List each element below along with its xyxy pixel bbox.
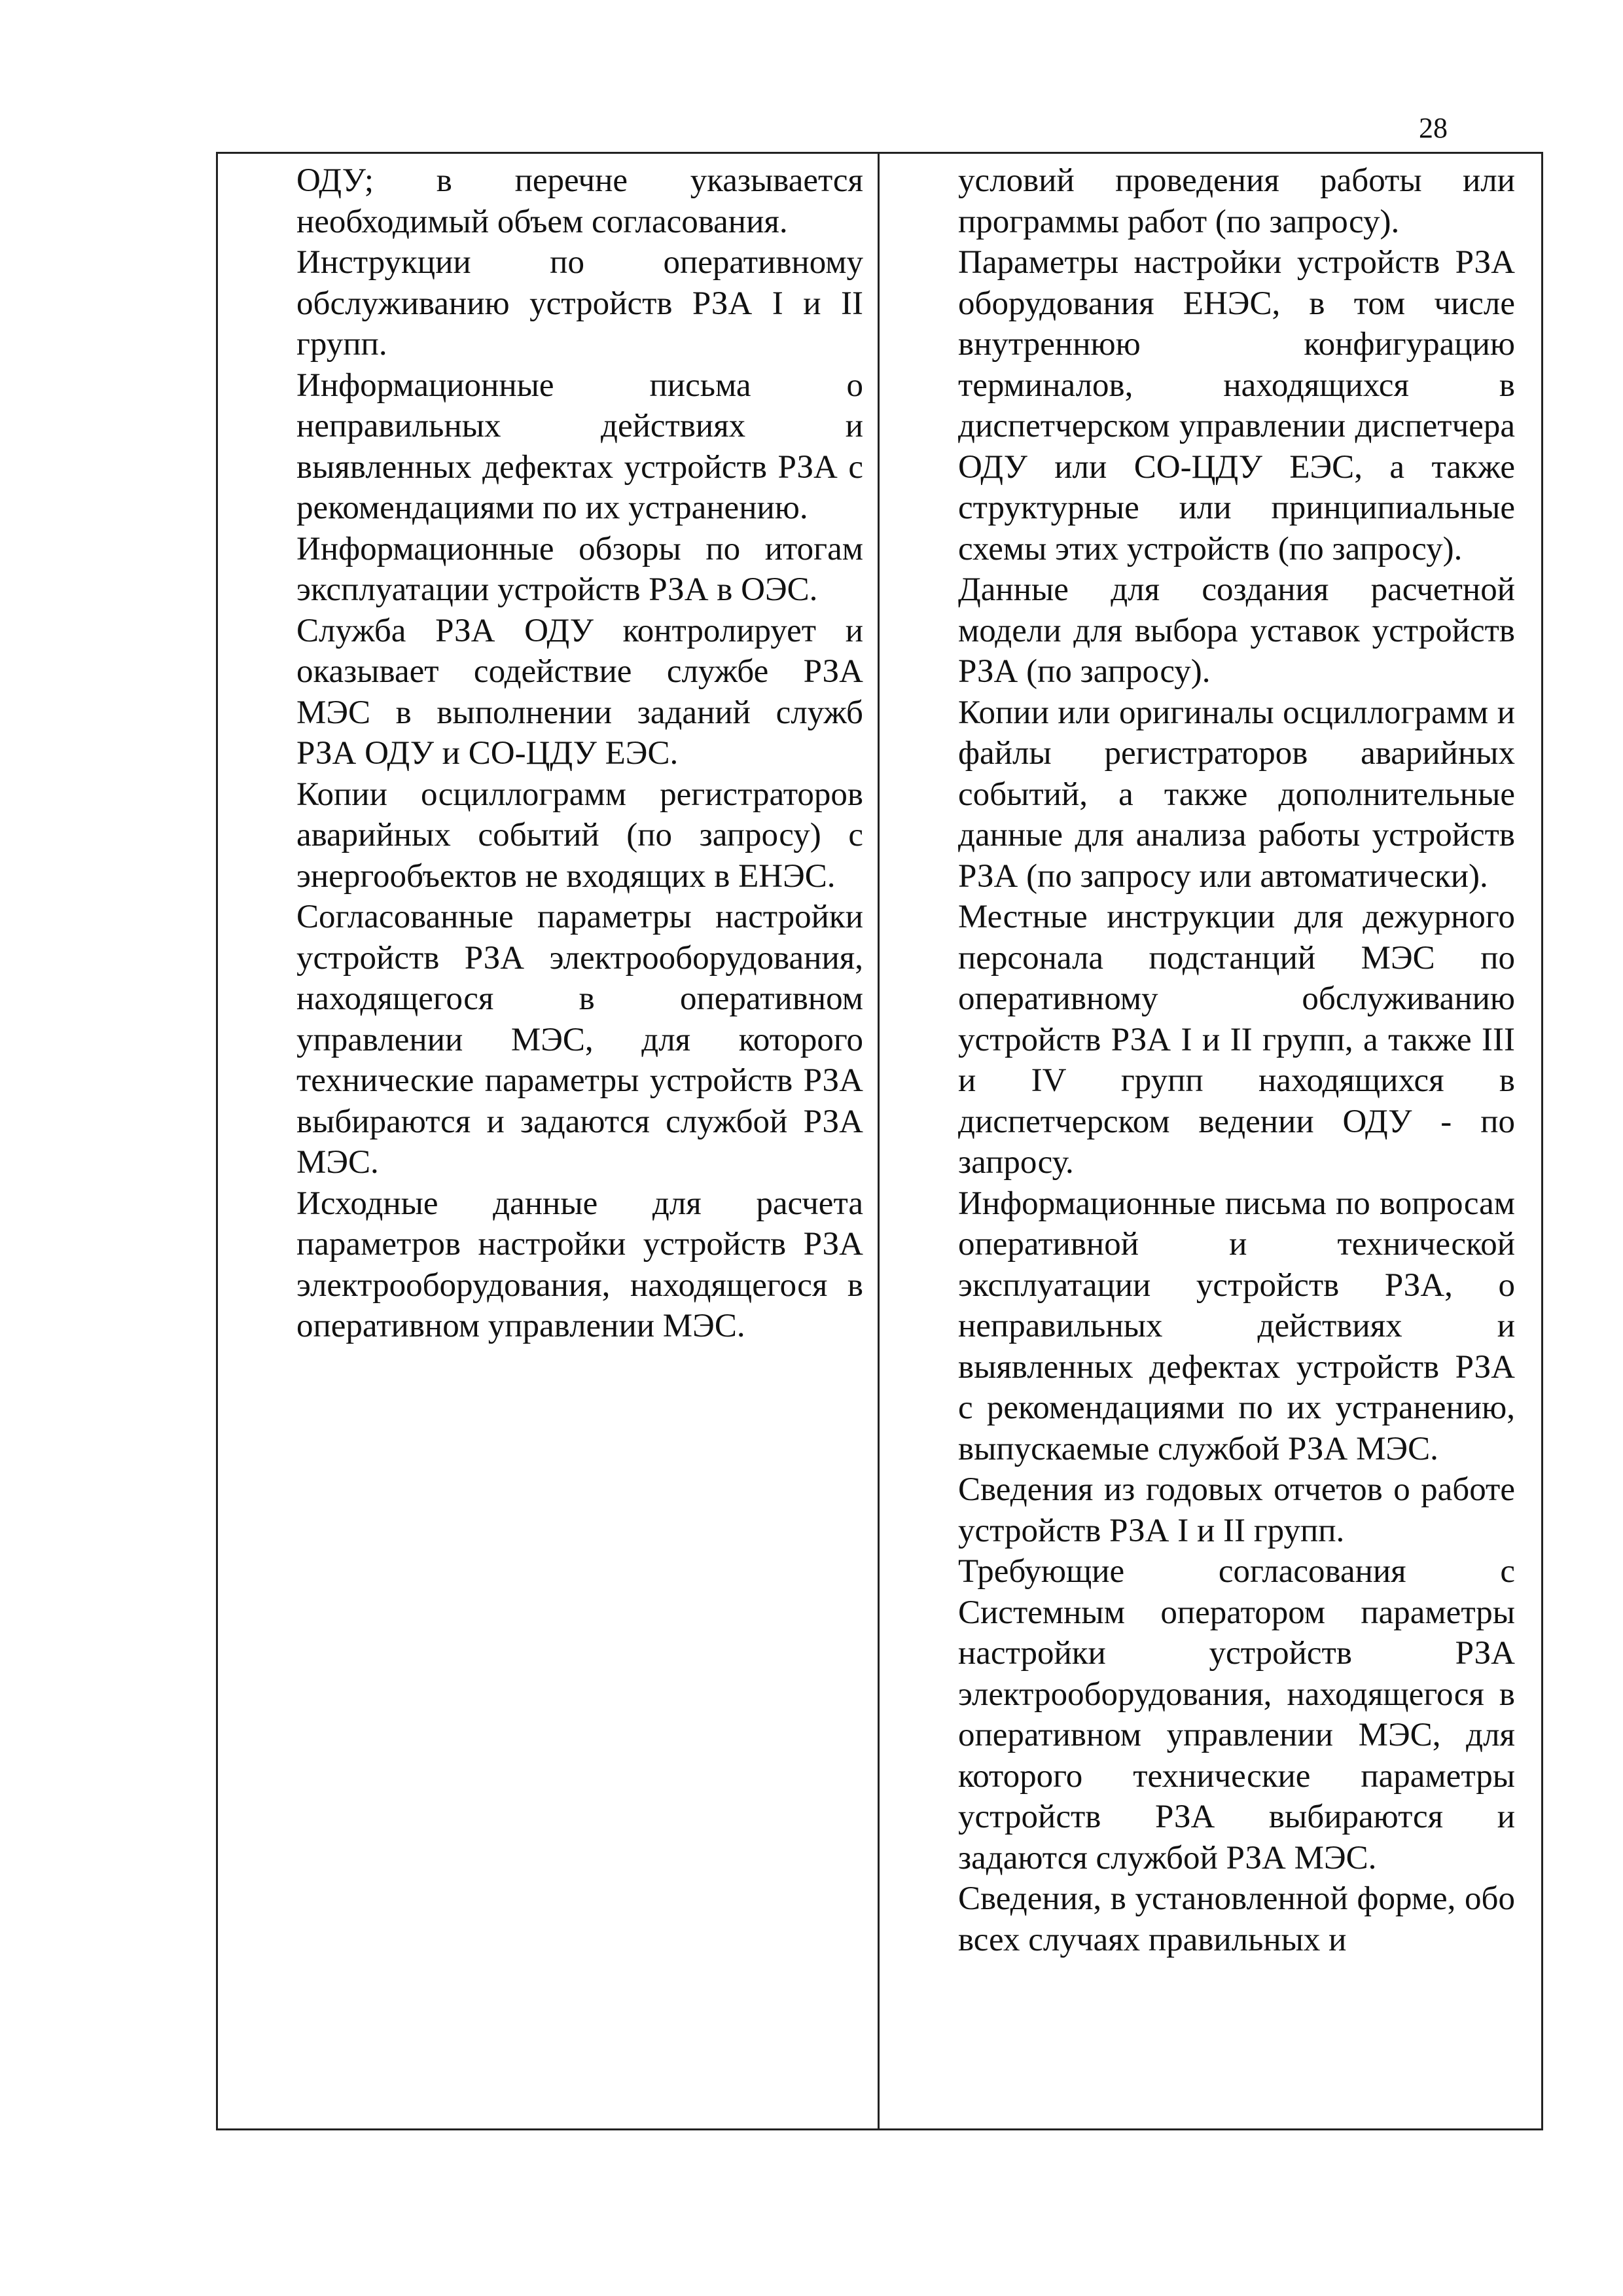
- right-paragraph: Требующие согласования с Системным оператором параметры настройки устройств РЗА электрооборудования, находящегося в оперативном управлении МЭС, для которого технические параметры устройств РЗА выбираются и задаются службой РЗА МЭС.: [958, 1553, 1515, 1876]
- table-right-column: [880, 154, 1541, 2128]
- right-paragraph: Параметры настройки устройств РЗА оборудования ЕНЭС, в том числе внутреннюю конфигурацию терминалов, находящихся в диспетчерском управлении диспетчера ОДУ или СО-ЦДУ ЕЭС, а также структурные или принципиальные схемы этих устройств (по запросу).: [958, 244, 1515, 567]
- right-paragraph: Информационные письма по вопросам оперативной и технической эксплуатации устройств РЗА, о неправильных действиях и выявленных дефектах устройств РЗА с рекомендациями по их устранению, выпускаемые службой РЗА МЭС.: [958, 1185, 1515, 1467]
- left-paragraph: Служба РЗА ОДУ контролирует и оказывает содействие службе РЗА МЭС в выполнении заданий служб РЗА ОДУ и СО-ЦДУ ЕЭС.: [296, 612, 863, 772]
- document-table: [216, 152, 1543, 2130]
- left-paragraph: Копии осциллограмм регистраторов аварийных событий (по запросу) с энергообъектов не входящих в ЕНЭС.: [296, 776, 863, 895]
- right-paragraph: условий проведения работы или программы работ (по запросу).: [958, 162, 1515, 240]
- left-paragraph: ОДУ; в перечне указывается необходимый объем согласования.: [296, 162, 863, 240]
- right-paragraph: Данные для создания расчетной модели для выбора уставок устройств РЗА (по запросу).: [958, 571, 1515, 690]
- right-paragraph: Местные инструкции для дежурного персонала подстанций МЭС по оперативному обслуживанию устройств РЗА I и II групп, а также III и IV групп находящихся в диспетчерском ведении ОДУ - по запросу.: [958, 899, 1515, 1181]
- right-paragraph: Сведения, в установленной форме, обо всех случаях правильных и: [958, 1880, 1515, 1958]
- left-paragraph: Информационные обзоры по итогам эксплуатации устройств РЗА в ОЭС.: [296, 530, 863, 608]
- right-paragraph: Сведения из годовых отчетов о работе устройств РЗА I и II групп.: [958, 1471, 1515, 1549]
- left-paragraph: Исходные данные для расчета параметров настройки устройств РЗА электрооборудования, находящегося в оперативном управлении МЭС.: [296, 1185, 863, 1344]
- table-left-column: [218, 154, 880, 2128]
- left-paragraph: Информационные письма о неправильных действиях и выявленных дефектах устройств РЗА с рекомендациями по их устранению.: [296, 367, 863, 526]
- left-paragraph: Инструкции по оперативному обслуживанию устройств РЗА I и II групп.: [296, 244, 863, 363]
- page-number: 28: [1419, 112, 1448, 144]
- right-paragraph: Копии или оригиналы осциллограмм и файлы регистраторов аварийных событий, а также дополнительные данные для анализа работы устройств РЗА (по запросу или автоматически).: [958, 694, 1515, 895]
- left-paragraph: Согласованные параметры настройки устройств РЗА электрооборудования, находящегося в оперативном управлении МЭС, для которого технические параметры устройств РЗА выбираются и задаются службой РЗА МЭС.: [296, 899, 863, 1181]
